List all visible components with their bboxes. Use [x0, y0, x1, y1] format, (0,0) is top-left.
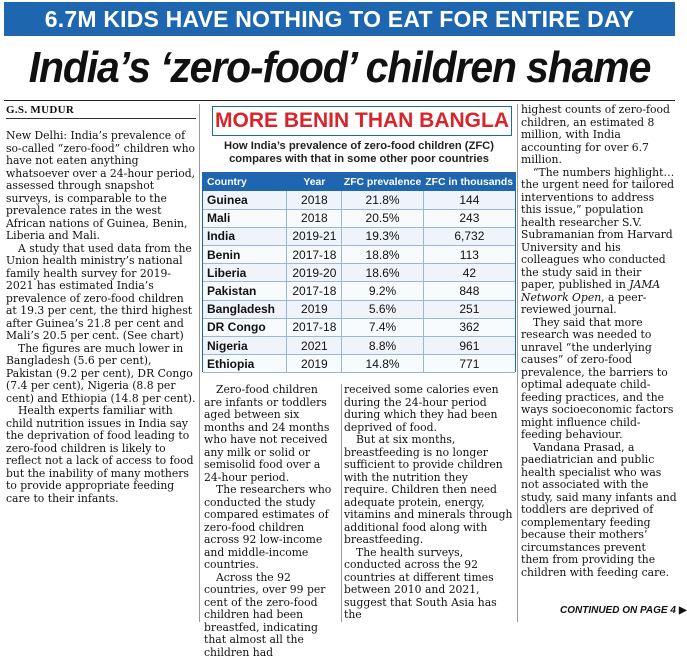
paragraph: The figures are much lower in Bangladesh (5.6 per cent), Pakistan (9.2 per cent), DR Congo (7.4 per cent), Nigeria (8.8 per cent) and Ethiopia (14.8 per cent). — [6, 343, 196, 406]
table-row — [203, 282, 515, 300]
paragraph: Health experts familiar with child nutrition issues in India say the deprivation of food leading to zero-food children is likely to reflect not a lack of access to food but the inability of many mothers to provide appropriate feeding care to their infants. — [6, 405, 196, 505]
paragraph: received some calories even during the 24-hour period during which they had been deprived of food. — [344, 384, 514, 434]
paragraph: The researchers who conducted the study compared estimates of zero-food children across 92 low-income and middle-income countries. — [204, 484, 339, 572]
table-row — [203, 318, 515, 336]
year-cell: 2017-18 — [287, 246, 342, 264]
thousands-cell: 848 — [423, 282, 515, 300]
prevalence-cell: 21.8% — [342, 191, 423, 209]
paragraph: Zero-food children are infants or toddlers aged between six months and 24 months who have not received any milk or solid or semisolid food over a 24-hour period. — [204, 384, 339, 484]
arrow-right-icon: ▶ — [679, 604, 687, 618]
article-column-2 — [204, 384, 339, 622]
country-cell: Benin — [203, 246, 287, 264]
paragraph: Vandana Prasad, a paediatrician and public health specialist who was not associated with the study, said many infants and toddlers are deprived of complementary feeding because their mothers’ circumstances prevent them from providing the children with feeding care. — [521, 442, 677, 580]
country-cell: Guinea — [203, 191, 287, 209]
article-column-4 — [521, 104, 677, 598]
prevalence-cell: 18.6% — [342, 264, 423, 282]
table-row — [203, 246, 515, 264]
table-row — [203, 337, 515, 355]
paragraph: The health surveys, conducted across the 92 countries at different times between 2010 and 2021, suggest that South Asia has the — [344, 547, 514, 622]
paragraph: But at six months, breastfeeding is no longer sufficient to provide children with the nutrition they require. Children then need adequate protein, energy, vitamins and minerals through additional food along with breastfeeding. — [344, 434, 514, 547]
quote-text: “The numbers highlight… the urgent need for tailored interventions to address this issue,” population health researcher S.V. Subramanian from Harvard University and his colleagues who conducted the study said in their paper, published in — [521, 166, 674, 292]
paragraph — [521, 167, 677, 317]
paragraph: New Delhi: India’s prevalence of so-called “zero-food” children who have not eaten anything whatsoever over a 24-hour period, assessed through snapshot surveys, is comparable to the prevalence rates in the west African nations of Guinea, Benin, Liberia and Mali. — [6, 130, 196, 243]
table-row — [203, 355, 515, 373]
country-cell: Nigeria — [203, 337, 287, 355]
year-cell: 2019 — [287, 300, 342, 318]
zfc-table-box — [202, 172, 516, 372]
prevalence-cell: 9.2% — [342, 282, 423, 300]
chart-subtitle: How India’s prevalence of zero-food children (ZFC) compares with that in some other poor countries — [200, 140, 518, 166]
country-cell: India — [203, 227, 287, 245]
paragraph: They said that more research was needed to unravel “the underlying causes” of zero-food prevalence, the barriers to optimal adequate child-feeding practices, and the ways socioeconomic factors might influence child-feeding behaviour. — [521, 317, 677, 442]
thousands-cell: 42 — [423, 264, 515, 282]
table-row — [203, 300, 515, 318]
column-divider — [517, 104, 518, 622]
column-header: ZFC in thousands — [423, 173, 515, 191]
column-divider — [341, 384, 342, 622]
year-cell: 2017-18 — [287, 318, 342, 336]
table-row — [203, 209, 515, 227]
column-divider — [199, 104, 200, 622]
year-cell: 2018 — [287, 191, 342, 209]
thousands-cell: 144 — [423, 191, 515, 209]
table-header-row — [203, 173, 515, 191]
paragraph: Across the 92 countries, over 99 per cent of the zero-food children had been breastfed, indicating that almost all the children had — [204, 572, 339, 659]
year-cell: 2018 — [287, 209, 342, 227]
thousands-cell: 113 — [423, 246, 515, 264]
kicker-banner: 6.7M KIDS HAVE NOTHING TO EAT FOR ENTIRE DAY — [4, 2, 675, 36]
thousands-cell: 6,732 — [423, 227, 515, 245]
continued-text: CONTINUED ON PAGE 4 — [560, 605, 676, 616]
country-cell: Pakistan — [203, 282, 287, 300]
thousands-cell: 771 — [423, 355, 515, 373]
table-row — [203, 227, 515, 245]
thousands-cell: 362 — [423, 318, 515, 336]
top-rule — [4, 100, 675, 101]
prevalence-cell: 8.8% — [342, 337, 423, 355]
article-column-1 — [6, 130, 196, 622]
thousands-cell: 243 — [423, 209, 515, 227]
prevalence-cell: 18.8% — [342, 246, 423, 264]
country-cell: DR Congo — [203, 318, 287, 336]
year-cell: 2019-20 — [287, 264, 342, 282]
column-header: ZFC prevalence — [342, 173, 423, 191]
table-row — [203, 264, 515, 282]
continued-link[interactable] — [560, 604, 675, 618]
column-header: Year — [287, 173, 342, 191]
year-cell: 2019 — [287, 355, 342, 373]
quote-end: , a peer-reviewed journal. — [521, 291, 646, 317]
byline: G.S. MUDUR — [6, 104, 196, 119]
column-header: Country — [203, 173, 287, 191]
zfc-table — [203, 173, 515, 373]
paragraph: A study that used data from the Union health ministry’s national family health survey for 2019-2021 has estimated India’s prevalence of zero-food children at 19.3 per cent, the third highest after Guinea’s 21.8 per cent and Mali’s 20.5 per cent. (See chart) — [6, 243, 196, 343]
headline: India’s ‘zero-food’ children shame — [27, 40, 651, 96]
year-cell: 2019-21 — [287, 227, 342, 245]
thousands-cell: 251 — [423, 300, 515, 318]
prevalence-cell: 19.3% — [342, 227, 423, 245]
country-cell: Ethiopia — [203, 355, 287, 373]
prevalence-cell: 14.8% — [342, 355, 423, 373]
article-column-3 — [344, 384, 514, 622]
year-cell: 2017-18 — [287, 282, 342, 300]
table-body — [203, 191, 515, 373]
table-row — [203, 191, 515, 209]
prevalence-cell: 7.4% — [342, 318, 423, 336]
journal-name: JAMA Network Open — [521, 278, 660, 304]
thousands-cell: 961 — [423, 337, 515, 355]
prevalence-cell: 20.5% — [342, 209, 423, 227]
prevalence-cell: 5.6% — [342, 300, 423, 318]
year-cell: 2021 — [287, 337, 342, 355]
country-cell: Liberia — [203, 264, 287, 282]
country-cell: Bangladesh — [203, 300, 287, 318]
country-cell: Mali — [203, 209, 287, 227]
chart-title: MORE BENIN THAN BANGLA — [212, 106, 512, 136]
paragraph: highest counts of zero-food children, an estimated 8 million, with India accounting for over 6.7 million. — [521, 104, 677, 167]
